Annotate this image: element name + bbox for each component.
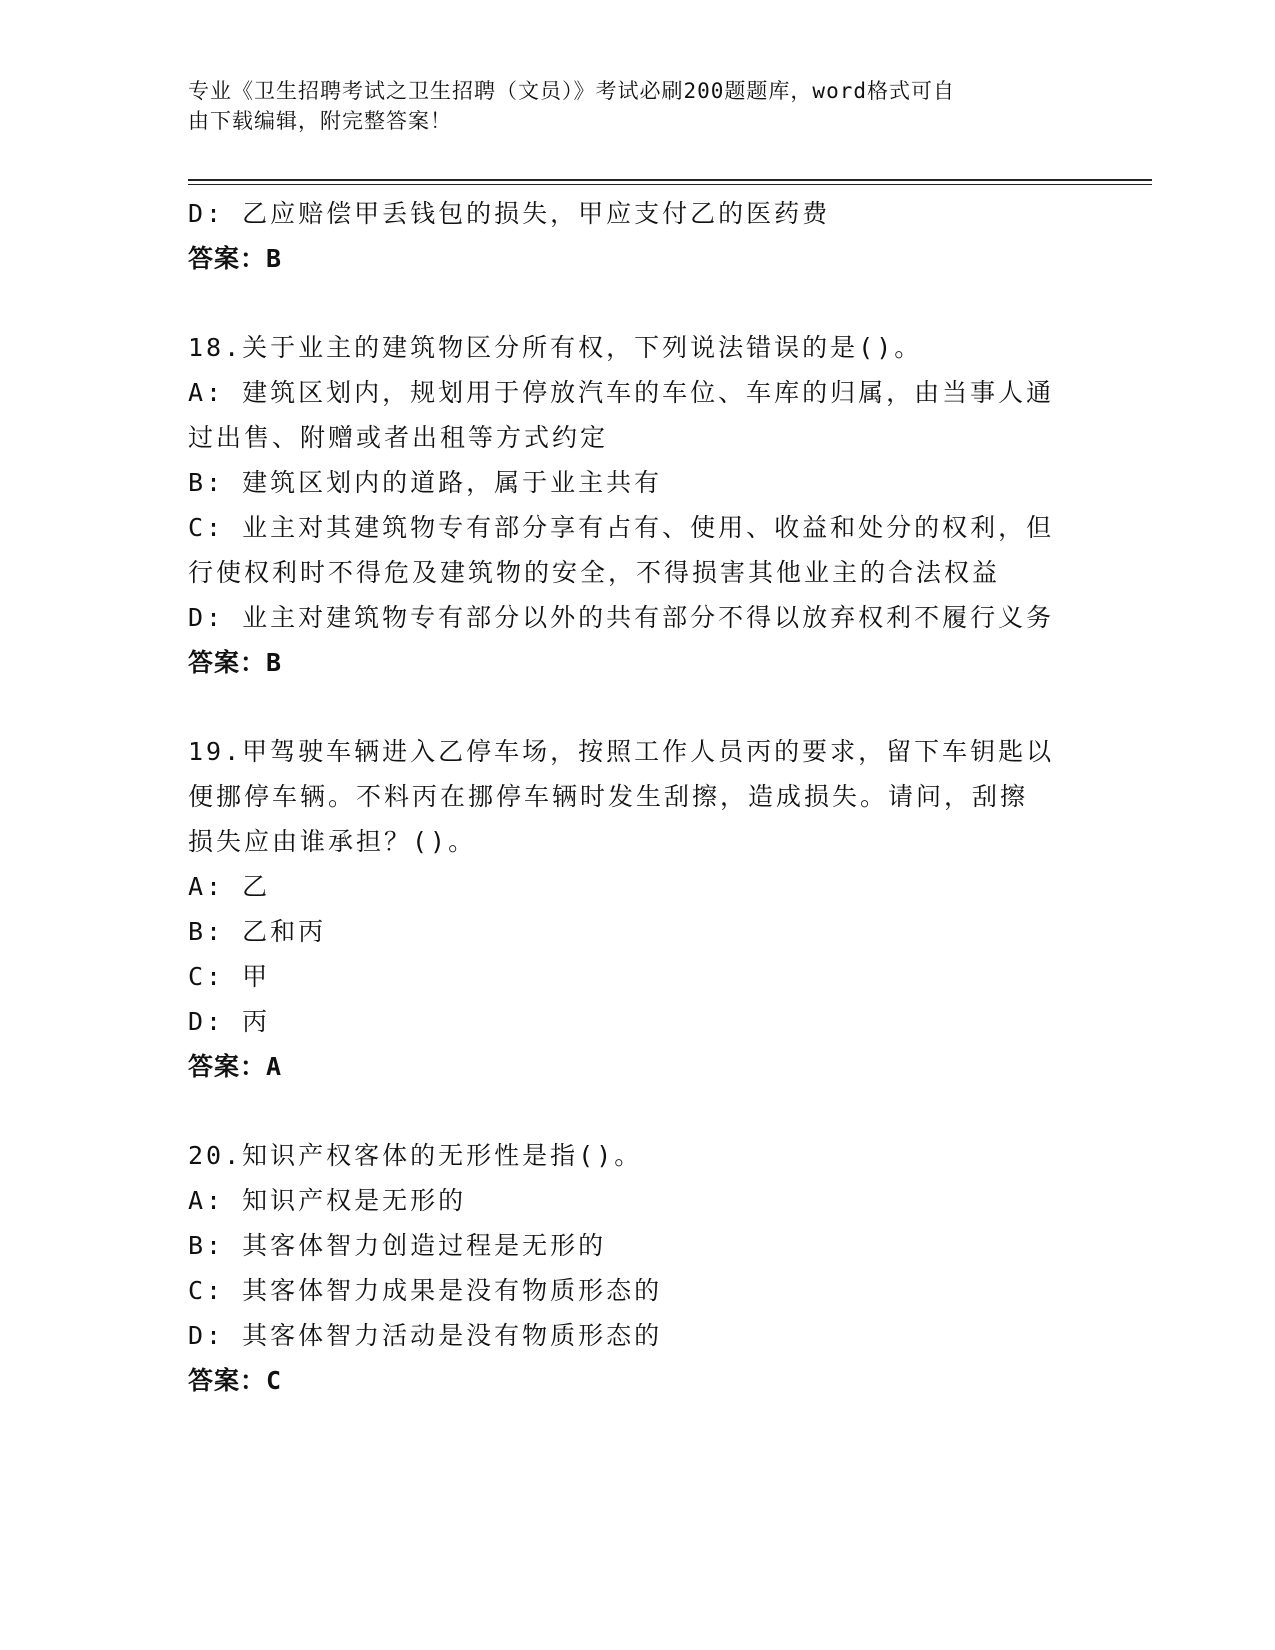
option-b: B: 建筑区划内的道路，属于业主共有 (188, 468, 663, 497)
question-stem: 19.甲驾驶车辆进入乙停车场，按照工作人员丙的要求，留下车钥匙以 (188, 737, 1055, 766)
option-c-continued: 行使权利时不得危及建筑物的安全，不得损害其他业主的合法权益 (188, 558, 1001, 587)
option-a: A: 乙 (188, 872, 271, 901)
header-rule-thick (188, 179, 1152, 181)
option-b: B: 其客体智力创造过程是无形的 (188, 1231, 607, 1260)
option-d: D: 其客体智力活动是没有物质形态的 (188, 1321, 663, 1350)
option-c: C: 业主对其建筑物专有部分享有占有、使用、收益和处分的权利，但 (188, 513, 1055, 542)
answer-line: 答案：B (188, 648, 283, 677)
question-18 (188, 325, 1088, 685)
document-header (188, 76, 1068, 136)
header-rule-thin (188, 184, 1152, 185)
option-d: D: 丙 (188, 1007, 271, 1036)
question-20 (188, 1133, 1088, 1403)
document-body (188, 191, 1088, 1403)
question-stem-continued: 损失应由谁承担？()。 (188, 827, 477, 856)
question-stem-continued: 便挪停车辆。不料丙在挪停车辆时发生刮擦，造成损失。请问，刮擦 (188, 782, 1029, 811)
option-a: A: 知识产权是无形的 (188, 1186, 467, 1215)
question-19 (188, 729, 1088, 1089)
option-a-continued: 过出售、附赠或者出租等方式约定 (188, 423, 609, 452)
option-d: D: 业主对建筑物专有部分以外的共有部分不得以放弃权利不履行义务 (188, 603, 1055, 632)
question-17-tail (188, 191, 1088, 281)
option-c: C: 甲 (188, 962, 271, 991)
option-c: C: 其客体智力成果是没有物质形态的 (188, 1276, 663, 1305)
option-d: D: 乙应赔偿甲丢钱包的损失，甲应支付乙的医药费 (188, 199, 831, 228)
question-stem: 20.知识产权客体的无形性是指()。 (188, 1141, 643, 1170)
option-a: A: 建筑区划内，规划用于停放汽车的车位、车库的归属，由当事人通 (188, 378, 1055, 407)
answer-line: 答案：A (188, 1052, 283, 1081)
answer-line: 答案：C (188, 1366, 283, 1395)
answer-line: 答案：B (188, 244, 283, 273)
header-line-1: 专业《卫生招聘考试之卫生招聘（文员）》考试必刷200题题库，word格式可自 (188, 79, 955, 103)
header-line-2: 由下载编辑，附完整答案！ (188, 109, 452, 133)
option-b: B: 乙和丙 (188, 917, 327, 946)
question-stem: 18.关于业主的建筑物区分所有权，下列说法错误的是()。 (188, 333, 923, 362)
